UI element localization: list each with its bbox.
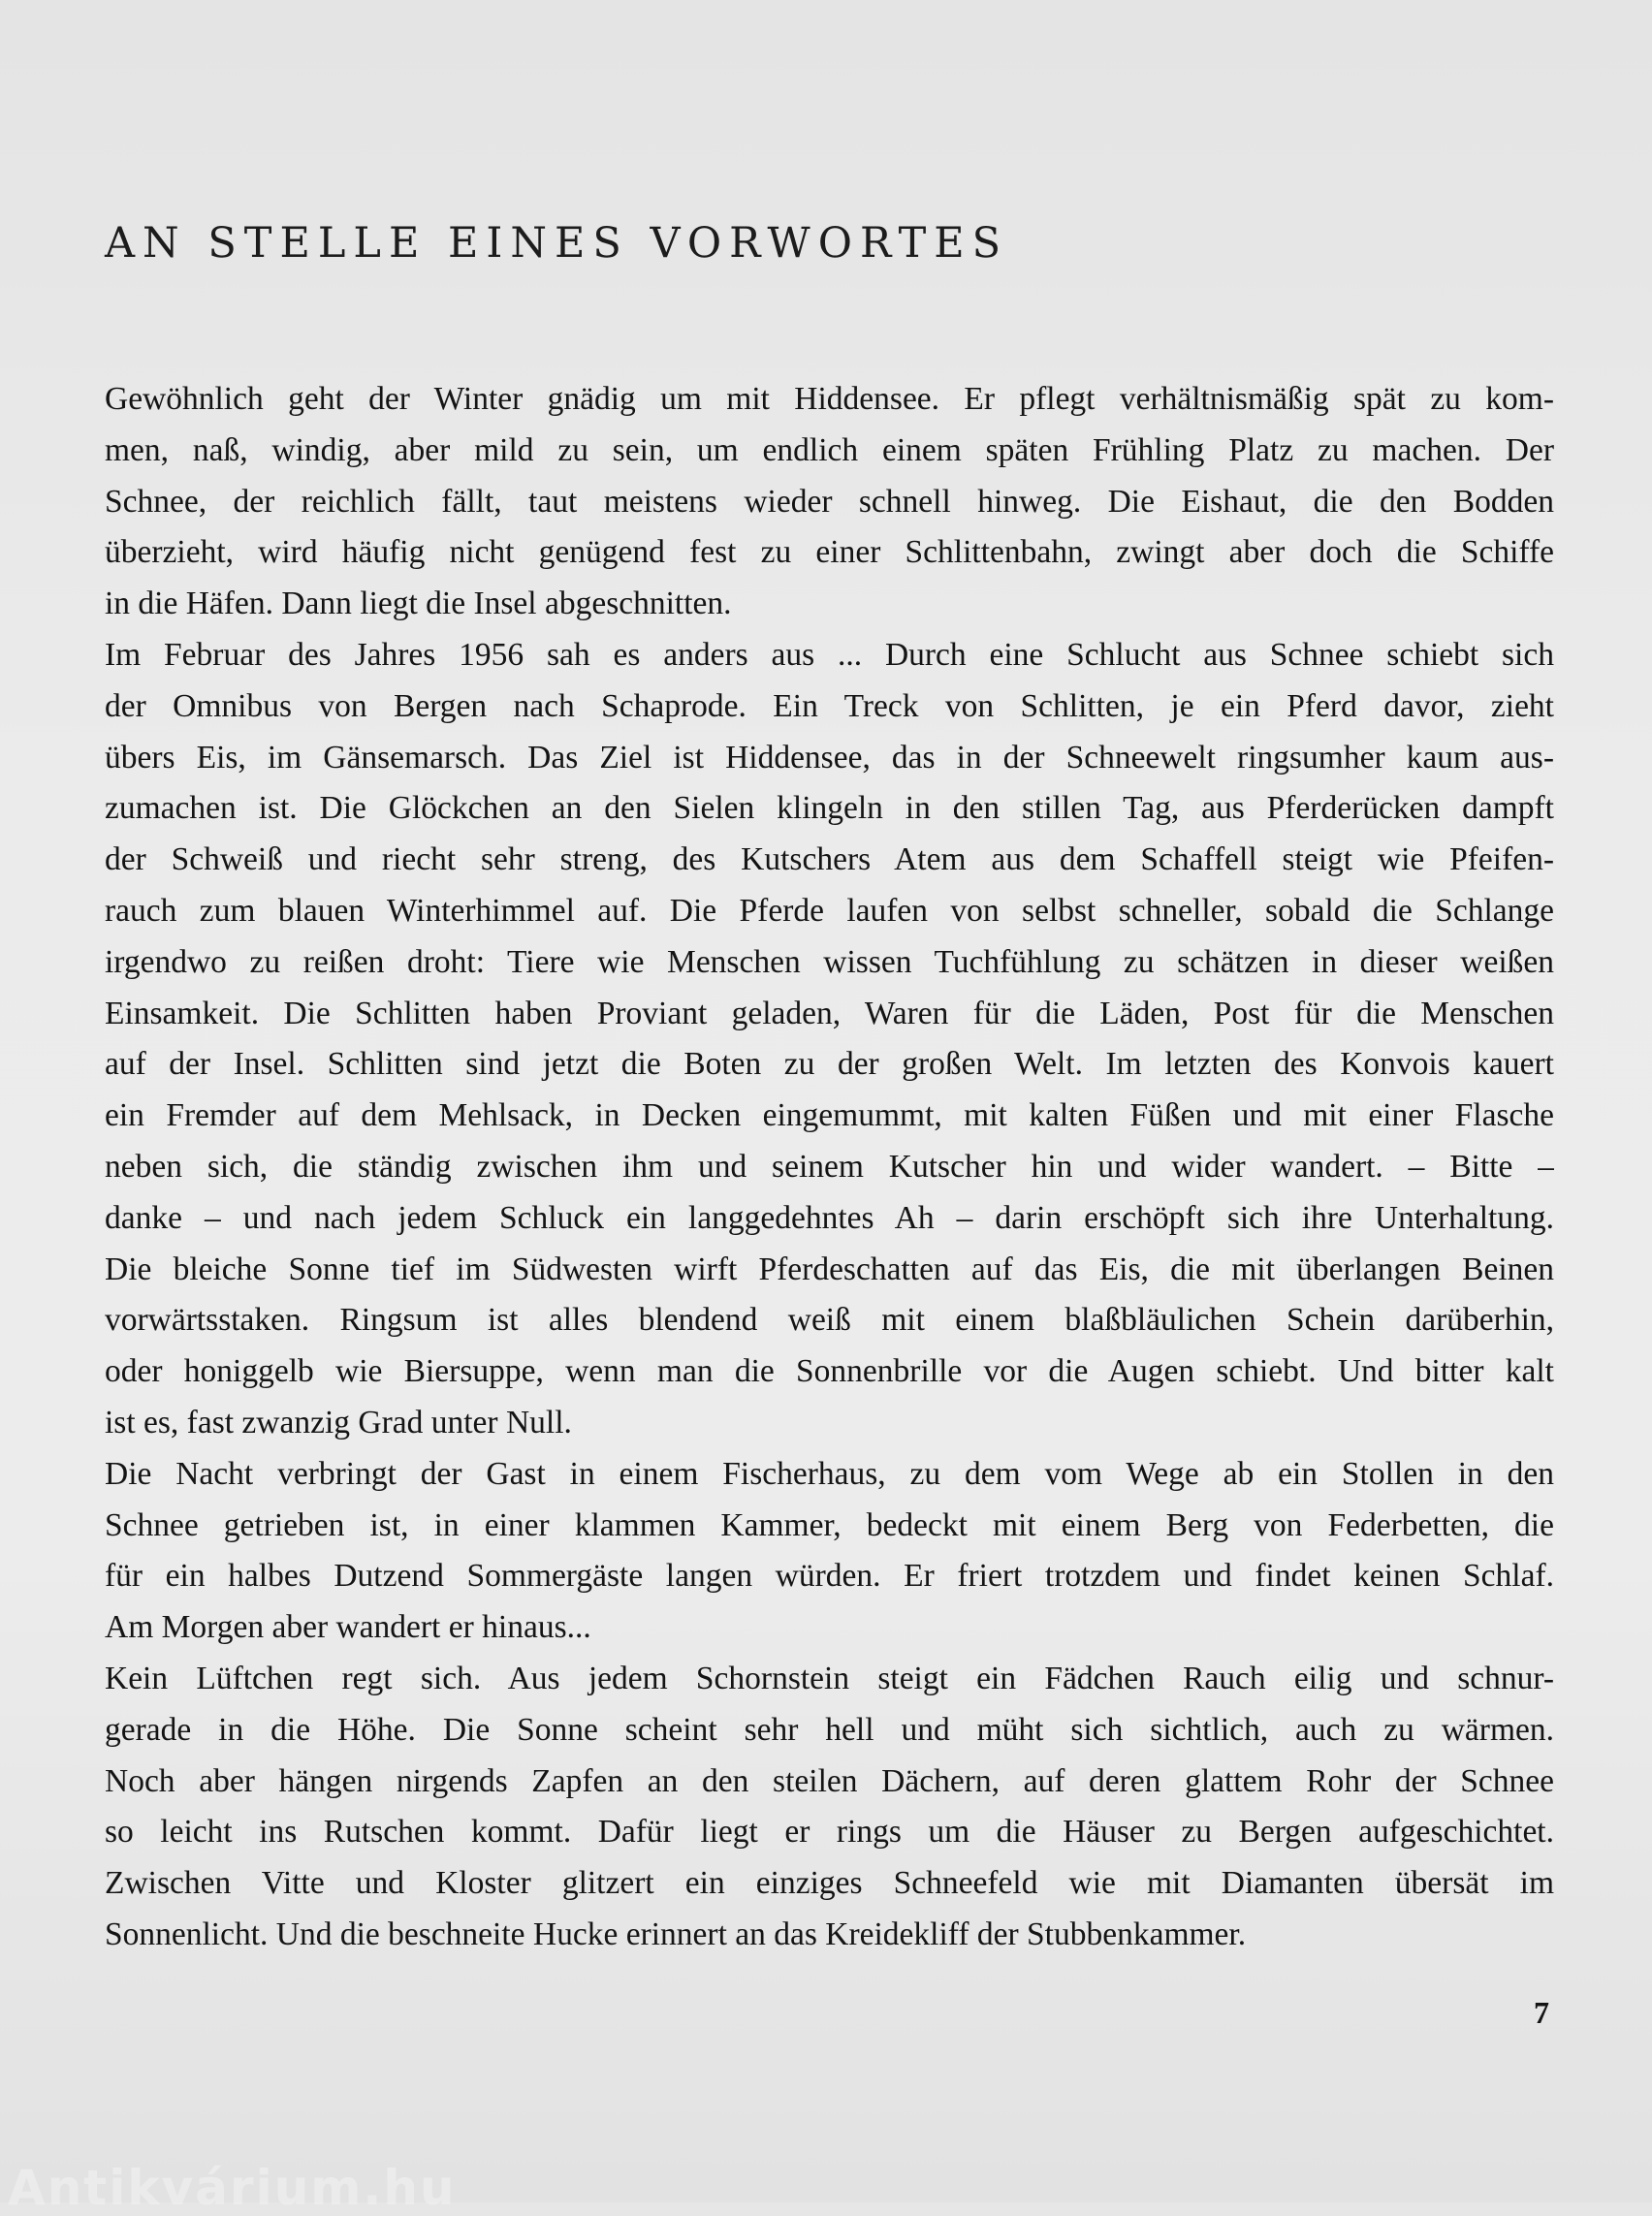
paragraph: [105, 374, 1554, 630]
text-line: überzieht, wird häufig nicht genügend fest zu einer Schlittenbahn, zwingt aber doch die Schiffe: [105, 534, 1554, 571]
text-line: Am Morgen aber wandert er hinaus...: [105, 1609, 591, 1646]
watermark: Antikvárium.hu: [8, 2160, 457, 2216]
page-number: 7: [1534, 1995, 1549, 2030]
text-line: irgendwo zu reißen droht: Tiere wie Menschen wissen Tuchfühlung zu schätzen in dieser weißen: [105, 943, 1554, 980]
text-line: auf der Insel. Schlitten sind jetzt die Boten zu der großen Welt. Im letzten des Konvois kauert: [105, 1046, 1554, 1083]
page-title: AN STELLE EINES VORWORTES: [105, 219, 1009, 268]
text-line: rauch zum blauen Winterhimmel auf. Die Pferde laufen von selbst schneller, sobald die Schlange: [105, 892, 1554, 929]
paragraph: [105, 1449, 1554, 1654]
text-line: Die Nacht verbringt der Gast in einem Fischerhaus, zu dem vom Wege ab ein Stollen in den: [105, 1455, 1554, 1492]
text-line: gerade in die Höhe. Die Sonne scheint sehr hell und müht sich sichtlich, auch zu wärmen.: [105, 1711, 1554, 1748]
text-line: vorwärtsstaken. Ringsum ist alles blendend weiß mit einem blaßbläulichen Schein darüberhin,: [105, 1302, 1554, 1339]
text-line: der Omnibus von Bergen nach Schaprode. Ein Treck von Schlitten, je ein Pferd davor, zieht: [105, 687, 1554, 724]
text-line: ist es, fast zwanzig Grad unter Null.: [105, 1404, 572, 1440]
paragraph: [105, 630, 1554, 1449]
text-line: Im Februar des Jahres 1956 sah es anders aus ... Durch eine Schlucht aus Schnee schiebt sich: [105, 636, 1554, 673]
text-line: so leicht ins Rutschen kommt. Dafür liegt er rings um die Häuser zu Bergen aufgeschichtet.: [105, 1814, 1554, 1851]
text-line: Kein Lüftchen regt sich. Aus jedem Schornstein steigt ein Fädchen Rauch eilig und schnur-: [105, 1660, 1554, 1696]
text-line: Noch aber hängen nirgends Zapfen an den steilen Dächern, auf deren glattem Rohr der Schnee: [105, 1762, 1554, 1799]
text-line: oder honiggelb wie Biersuppe, wenn man die Sonnenbrille vor die Augen schiebt. Und bitter kalt: [105, 1353, 1554, 1390]
text-line: Einsamkeit. Die Schlitten haben Proviant geladen, Waren für die Läden, Post für die Menschen: [105, 995, 1554, 1031]
body-text: [105, 374, 1554, 1961]
text-line: Schnee getrieben ist, in einer klammen Kammer, bedeckt mit einem Berg von Federbetten, die: [105, 1506, 1554, 1543]
text-line: Schnee, der reichlich fällt, taut meistens wieder schnell hinweg. Die Eishaut, die den Bodden: [105, 483, 1554, 520]
text-line: für ein halbes Dutzend Sommergäste langen würden. Er friert trotzdem und findet keinen Schlaf.: [105, 1558, 1554, 1595]
text-line: Sonnenlicht. Und die beschneite Hucke erinnert an das Kreidekliff der Stubbenkammer.: [105, 1915, 1247, 1952]
text-line: Gewöhnlich geht der Winter gnädig um mit Hiddensee. Er pflegt verhältnismäßig spät zu kom-: [105, 381, 1554, 417]
text-line: men, naß, windig, aber mild zu sein, um endlich einem späten Frühling Platz zu machen. Der: [105, 431, 1554, 468]
text-line: danke – und nach jedem Schluck ein langgedehntes Ah – darin erschöpft sich ihre Unterhaltung.: [105, 1199, 1554, 1236]
text-line: zumachen ist. Die Glöckchen an den Sielen klingeln in den stillen Tag, aus Pferderücken dampft: [105, 790, 1554, 827]
text-line: Die bleiche Sonne tief im Südwesten wirft Pferdeschatten auf das Eis, die mit überlangen Beinen: [105, 1250, 1554, 1287]
text-line: übers Eis, im Gänsemarsch. Das Ziel ist Hiddensee, das in der Schneewelt ringsumher kaum aus-: [105, 739, 1554, 776]
text-line: ein Fremder auf dem Mehlsack, in Decken eingemummt, mit kalten Füßen und mit einer Flasche: [105, 1097, 1554, 1134]
paragraph: [105, 1654, 1554, 1961]
text-line: der Schweiß und riecht sehr streng, des Kutschers Atem aus dem Schaffell steigt wie Pfeifen-: [105, 841, 1554, 878]
text-line: Zwischen Vitte und Kloster glitzert ein einziges Schneefeld wie mit Diamanten übersät im: [105, 1865, 1554, 1902]
text-line: in die Häfen. Dann liegt die Insel abgeschnitten.: [105, 586, 732, 622]
text-line: neben sich, die ständig zwischen ihm und seinem Kutscher hin und wider wandert. – Bitte –: [105, 1148, 1554, 1185]
